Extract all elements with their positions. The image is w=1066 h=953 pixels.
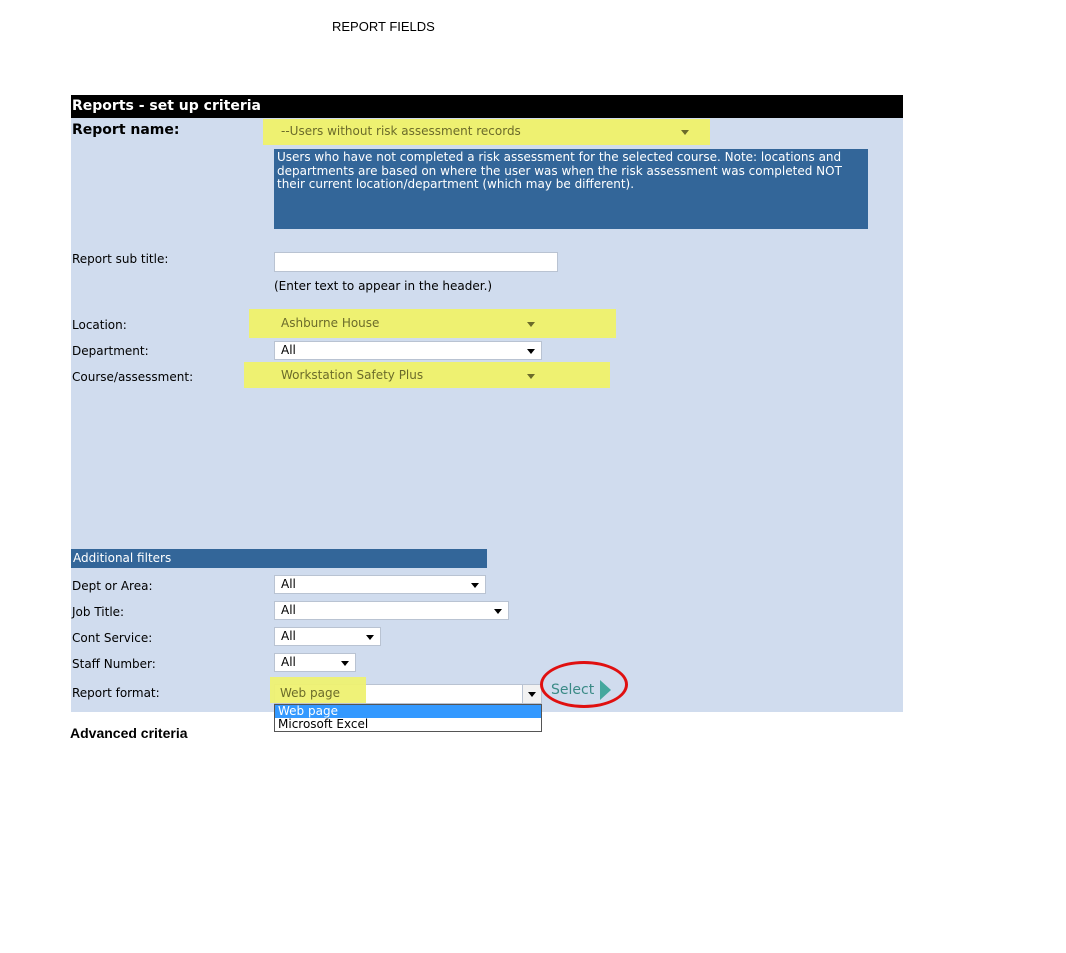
chevron-down-icon xyxy=(527,349,535,354)
department-value: All xyxy=(281,343,296,357)
chevron-down-icon xyxy=(527,322,535,327)
staff-number-select[interactable] xyxy=(274,653,356,672)
chevron-down-icon xyxy=(527,374,535,379)
department-select[interactable] xyxy=(274,341,542,360)
chevron-down-icon xyxy=(494,609,502,614)
staff-number-value: All xyxy=(281,655,296,669)
report-name-label: Report name: xyxy=(72,122,180,138)
location-select[interactable] xyxy=(274,314,542,333)
location-value: Ashburne House xyxy=(281,316,380,330)
course-label: Course/assessment: xyxy=(72,370,194,384)
panel-title: Reports - set up criteria xyxy=(71,95,903,118)
job-title-value: All xyxy=(281,603,296,617)
additional-filters-header: Additional filters xyxy=(71,549,487,568)
chevron-down-icon xyxy=(681,130,689,135)
annotation-circle xyxy=(540,661,628,708)
subtitle-label: Report sub title: xyxy=(72,252,169,266)
subtitle-input[interactable] xyxy=(274,252,558,272)
format-option-excel[interactable]: Microsoft Excel xyxy=(278,717,369,731)
chevron-down-icon xyxy=(471,583,479,588)
chevron-down-icon xyxy=(341,661,349,666)
select-label: Select xyxy=(551,682,595,698)
format-option-web-page[interactable]: Web page xyxy=(275,705,541,718)
course-select[interactable] xyxy=(274,366,542,385)
department-label: Department: xyxy=(72,344,149,358)
dept-area-value: All xyxy=(281,577,296,591)
report-name-value: --Users without risk assessment records xyxy=(281,124,521,138)
report-description: Users who have not completed a risk assessment for the selected course. Note: locations and departments are based on where the user was when the risk assessment was completed NOT their current location/department (which may be different). xyxy=(274,149,868,229)
chevron-down-icon xyxy=(366,635,374,640)
report-format-value: Web page xyxy=(280,686,340,700)
dropdown-button[interactable] xyxy=(522,685,541,703)
cont-service-value: All xyxy=(281,629,296,643)
advanced-criteria-link[interactable]: Advanced criteria xyxy=(70,725,188,741)
job-title-label: Job Title: xyxy=(72,605,125,619)
location-label: Location: xyxy=(72,318,127,332)
staff-number-label: Staff Number: xyxy=(72,657,156,671)
cont-service-select[interactable] xyxy=(274,627,381,646)
chevron-down-icon xyxy=(528,692,536,697)
job-title-select[interactable] xyxy=(274,601,509,620)
report-name-select[interactable] xyxy=(274,122,696,141)
report-format-label: Report format: xyxy=(72,686,160,700)
cont-service-label: Cont Service: xyxy=(72,631,153,645)
course-value: Workstation Safety Plus xyxy=(281,368,424,382)
subtitle-hint: (Enter text to appear in the header.) xyxy=(274,279,493,293)
dept-area-select[interactable] xyxy=(274,575,486,594)
report-format-options xyxy=(274,704,542,732)
dept-area-label: Dept or Area: xyxy=(72,579,153,593)
page-caption: REPORT FIELDS xyxy=(332,19,435,34)
